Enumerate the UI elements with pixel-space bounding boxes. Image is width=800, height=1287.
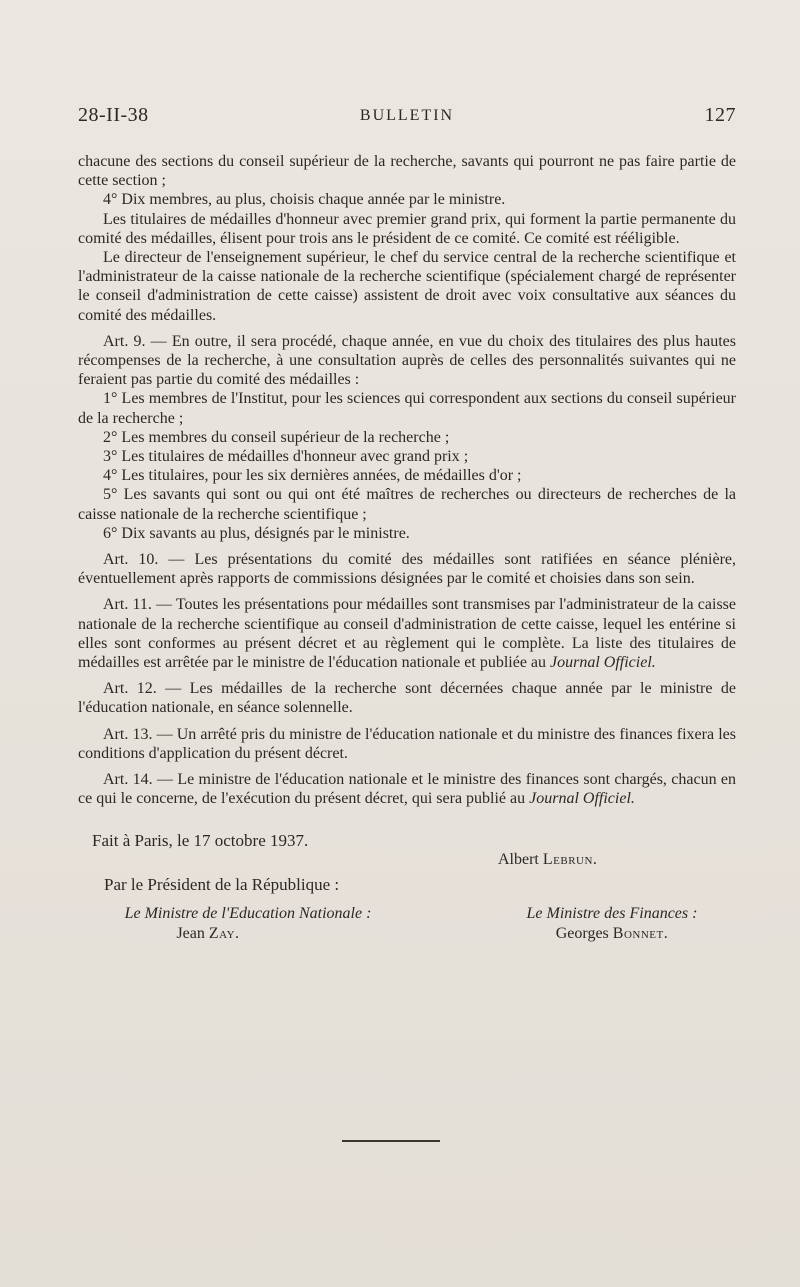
article-14-text: Art. 14. — Le ministre de l'éducation nationale et le ministre des finances sont chargés, chacun en ce qui le concerne, de l'exécution du présent décret, qui sera publié au: [78, 771, 736, 808]
minister-education-name: [78, 924, 338, 944]
article-13: Art. 13. — Un arrêté pris du ministre de l'éducation nationale et du ministre des finances fixera les conditions d'application du présent décret.: [78, 725, 736, 762]
paragraph: Le directeur de l'enseignement supérieur, le chef du service central de la recherche scientifique et l'administrateur de la caisse nationale de la recherche scientifique (spécialement chargé de représenter le conseil d'administration de cette caisse) assistent de droit avec voix consultative aux séances du comité des médailles.: [78, 249, 736, 324]
president-signature: [498, 850, 597, 870]
closing-rule: [342, 1140, 440, 1142]
paragraph: chacune des sections du conseil supérieur de la recherche, savants qui pourront ne pas faire partie de cette section ;: [78, 153, 736, 190]
journal-officiel-ref: Journal Officiel.: [550, 654, 656, 672]
paragraph: 2° Les membres du conseil supérieur de la recherche ;: [103, 428, 450, 446]
minister-finances-title: Le Ministre des Finances :: [526, 905, 698, 922]
minister-finances-first: Georges: [555, 925, 609, 942]
minister-education-first: Jean: [176, 925, 205, 942]
journal-officiel-ref: Journal Officiel.: [529, 790, 635, 808]
header-page-number: 127: [704, 104, 736, 126]
minister-finances-name: [488, 924, 736, 944]
article-12: Art. 12. — Les médailles de la recherche sont décernées chaque année par le ministre de l'éducation nationale, en séance solennelle.: [78, 680, 736, 717]
president-last-name: Lebrun.: [542, 851, 598, 868]
minister-finances-last: Bonnet.: [612, 925, 669, 942]
article-11: [78, 595, 736, 672]
paragraph: 4° Les titulaires, pour les six dernières années, de médailles d'or ;: [103, 467, 522, 485]
article-10: Art. 10. — Les présentations du comité des médailles sont ratifiées en séance plénière, éventuellement après rapports de commissions désignées par le comité et choisies dans son sein.: [78, 551, 736, 588]
paragraph: 4° Dix membres, au plus, choisis chaque année par le ministre.: [103, 191, 506, 209]
article-9: Art. 9. — En outre, il sera procédé, chaque année, en vue du choix des titulaires des plus hautes récompenses de la recherche, à une consultation auprès de celles des personnalités suivantes qui ne feraient pas partie du comité des médailles :: [78, 332, 736, 389]
article-11-text: Art. 11. — Toutes les présentations pour médailles sont transmises par l'administrateur de la caisse nationale de la recherche scientifique au conseil d'administration de cette caisse, lequel les entérine si elles sont conformes au présent décret et au règlement qui le complète. La liste des titulaires de médailles est arrêtée par le ministre de l'éducation nationale et publiée au: [78, 596, 736, 672]
paragraph: Les titulaires de médailles d'honneur avec premier grand prix, qui forment la partie permanente du comité des médailles, élisent pour trois ans le président de ce comité. Ce comité est rééligible.: [78, 210, 736, 247]
body-text: [78, 152, 736, 809]
paragraph: 6° Dix savants au plus, désignés par le ministre.: [103, 524, 410, 542]
paragraph: 3° Les titulaires de médailles d'honneur avec grand prix ;: [103, 448, 469, 466]
minister-education-last: Zay.: [208, 925, 240, 942]
paragraph: 1° Les membres de l'Institut, pour les sciences qui correspondent aux sections du conseil supérieur de la recherche ;: [78, 390, 736, 427]
paragraph: 5° Les savants qui sont ou qui ont été maîtres de recherches ou directeurs de recherches de la caisse nationale de la recherche scientifique ;: [78, 486, 736, 523]
date-place: Fait à Paris, le 17 octobre 1937.: [92, 831, 309, 850]
header-title: BULLETIN: [359, 107, 455, 124]
president-first-name: Albert: [498, 851, 539, 868]
minister-education-title: Le Ministre de l'Education Nationale :: [124, 905, 372, 922]
header-date: 28-II-38: [78, 104, 149, 126]
page-header: [78, 104, 736, 134]
article-14: [78, 770, 736, 808]
par-le-president: Par le Président de la République :: [104, 875, 340, 894]
